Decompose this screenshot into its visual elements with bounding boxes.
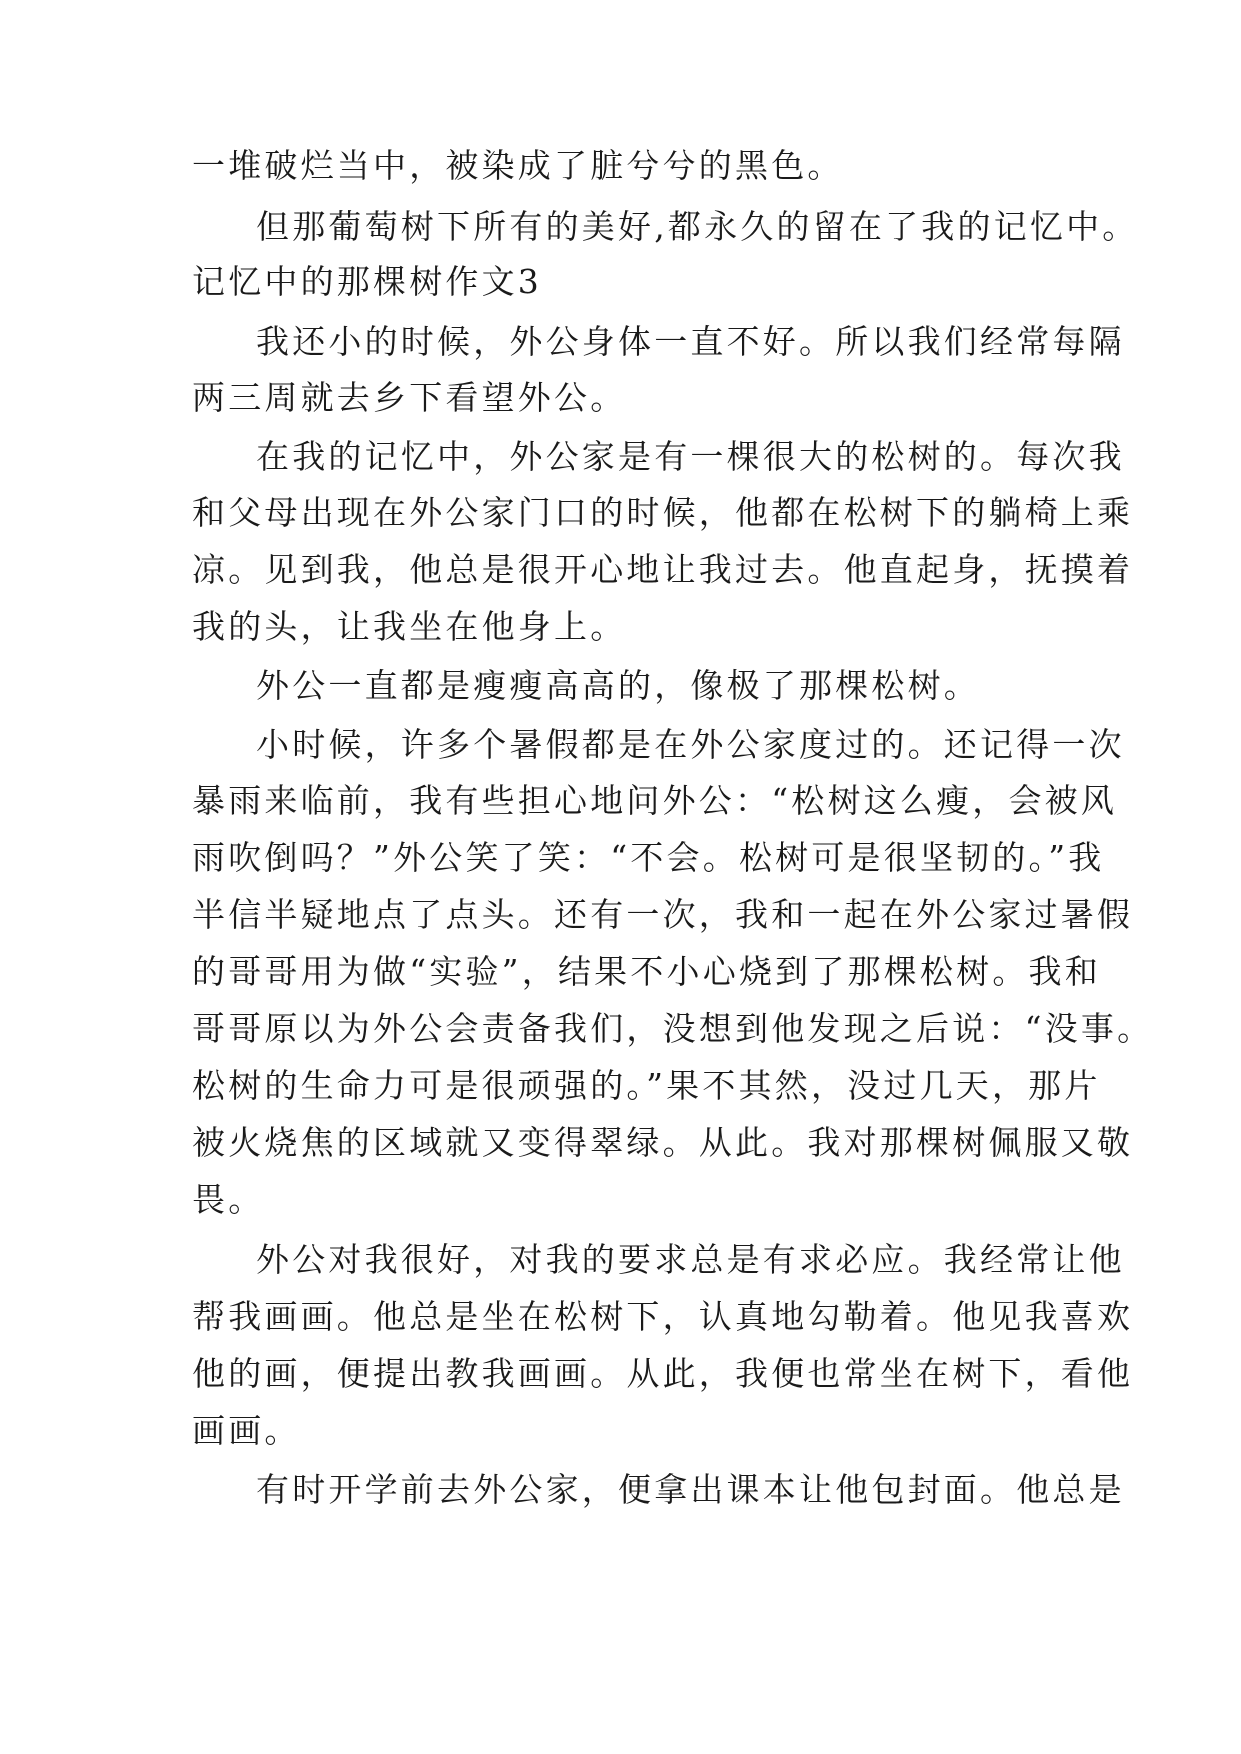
paragraph-line: 但那葡萄树下所有的美好,都永久的留在了我的记忆中。 bbox=[256, 207, 1139, 246]
paragraph-line: 雨吹倒吗？”外公笑了笑：“不会。松树可是很坚韧的。”我 bbox=[192, 838, 1105, 877]
paragraph-line: 半信半疑地点了点头。还有一次，我和一起在外公家过暑假 bbox=[192, 895, 1134, 934]
paragraph-line: 暴雨来临前，我有些担心地问外公：“松树这么瘦，会被风 bbox=[192, 781, 1118, 820]
paragraph-line: 小时候，许多个暑假都是在外公家度过的。还记得一次 bbox=[256, 725, 1125, 764]
paragraph-line: 画画。 bbox=[192, 1411, 301, 1450]
paragraph-line: 凉。见到我，他总是很开心地让我过去。他直起身，抚摸着 bbox=[192, 550, 1134, 589]
paragraph-line: 外公一直都是瘦瘦高高的，像极了那棵松树。 bbox=[256, 666, 980, 705]
paragraph-line: 哥哥原以为外公会责备我们，没想到他发现之后说：“没事。 bbox=[192, 1009, 1154, 1048]
paragraph-line: 有时开学前去外公家，便拿出课本让他包封面。他总是 bbox=[256, 1470, 1125, 1509]
paragraph-line: 松树的生命力可是很顽强的。”果不其然，没过几天，那片 bbox=[192, 1066, 1101, 1105]
paragraph-line: 帮我画画。他总是坐在松树下，认真地勾勒着。他见我喜欢 bbox=[192, 1297, 1134, 1336]
paragraph-line: 和父母出现在外公家门口的时候，他都在松树下的躺椅上乘 bbox=[192, 493, 1134, 532]
paragraph-line: 他的画，便提出教我画画。从此，我便也常坐在树下，看他 bbox=[192, 1354, 1134, 1393]
paragraph-line: 在我的记忆中，外公家是有一棵很大的松树的。每次我 bbox=[256, 437, 1125, 476]
paragraph-line: 畏。 bbox=[192, 1180, 265, 1219]
paragraph-line: 我的头，让我坐在他身上。 bbox=[192, 607, 627, 646]
paragraph-line: 被火烧焦的区域就又变得翠绿。从此。我对那棵树佩服又敬 bbox=[192, 1123, 1134, 1162]
paragraph-line: 一堆破烂当中，被染成了脏兮兮的黑色。 bbox=[192, 146, 844, 185]
paragraph-line: 的哥哥用为做“实验”，结果不小心烧到了那棵松树。我和 bbox=[192, 952, 1101, 991]
paragraph-line: 外公对我很好，对我的要求总是有求必应。我经常让他 bbox=[256, 1240, 1125, 1279]
paragraph-line: 两三周就去乡下看望外公。 bbox=[192, 378, 627, 417]
paragraph-line: 我还小的时候，外公身体一直不好。所以我们经常每隔 bbox=[256, 322, 1125, 361]
section-title: 记忆中的那棵树作文3 bbox=[192, 262, 542, 301]
